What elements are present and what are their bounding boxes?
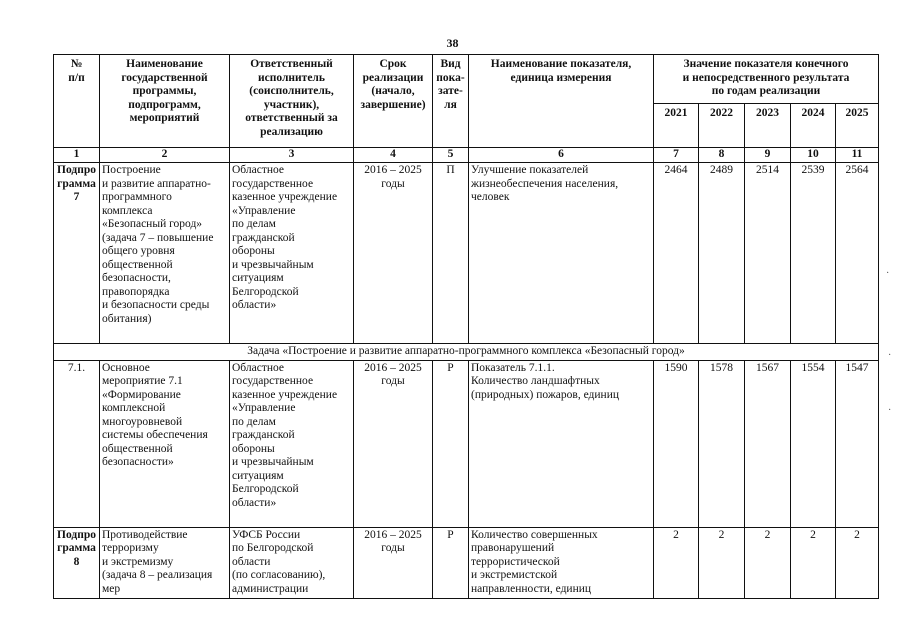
column-number: 2: [100, 148, 230, 163]
row-value: 2514: [745, 163, 791, 344]
column-number: 6: [469, 148, 654, 163]
header-year: 2024: [791, 103, 836, 147]
header-number: № п/п: [54, 55, 100, 148]
row-id: Подпро грамма 8: [54, 527, 100, 598]
row-value: 1567: [745, 360, 791, 527]
row-value: 2564: [836, 163, 879, 344]
page-number: 38: [446, 36, 459, 50]
task-row: [54, 344, 879, 361]
row-id: Подпро грамма 7: [54, 163, 100, 344]
row-executor: УФСБ России по Белгородской области (по согласованию), администрации: [230, 527, 354, 598]
row-period: 2016 – 2025 годы: [354, 163, 433, 344]
row-value: 1554: [791, 360, 836, 527]
table-row: [54, 527, 879, 598]
column-number: 3: [230, 148, 354, 163]
column-number: 9: [745, 148, 791, 163]
row-value: 2: [791, 527, 836, 598]
row-value: 2: [745, 527, 791, 598]
program-table: [53, 54, 879, 599]
row-kind: Р: [433, 527, 469, 598]
row-name: Основное мероприятие 7.1 «Формирование комплексной многоуровневой системы обеспечения общественной безопасности»: [100, 360, 230, 527]
column-number: 8: [699, 148, 745, 163]
column-number: 7: [654, 148, 699, 163]
column-number: 11: [836, 148, 879, 163]
column-number: 5: [433, 148, 469, 163]
row-period: 2016 – 2025 годы: [354, 527, 433, 598]
column-number: 10: [791, 148, 836, 163]
row-value: 1590: [654, 360, 699, 527]
column-numbers-row: [54, 148, 879, 163]
header-indicator: Наименование показателя, единица измерения: [469, 55, 654, 148]
header-year: 2023: [745, 103, 791, 147]
task-text: Задача «Построение и развитие аппаратно-программного комплекса «Безопасный город»: [54, 344, 879, 361]
row-executor: Областное государственное казенное учреждение «Управление по делам гражданской обороны и чрезвычайным ситуациям Белгородской области»: [230, 163, 354, 344]
row-value: 2: [654, 527, 699, 598]
column-number: 4: [354, 148, 433, 163]
row-kind: П: [433, 163, 469, 344]
row-id: 7.1.: [54, 360, 100, 527]
header-year: 2021: [654, 103, 699, 147]
header-row: [54, 55, 879, 104]
scan-mark: ·: [888, 405, 892, 416]
header-kind: Вид пока- зате- ля: [433, 55, 469, 148]
header-year: 2022: [699, 103, 745, 147]
row-indicator: Улучшение показателей жизнеобеспечения населения, человек: [469, 163, 654, 344]
header-executor: Ответственный исполнитель (соисполнитель, участник), ответственный за реализацию: [230, 55, 354, 148]
row-period: 2016 – 2025 годы: [354, 360, 433, 527]
header-values: Значение показателя конечного и непосредственного результата по годам реализации: [654, 55, 879, 104]
row-value: 2489: [699, 163, 745, 344]
scan-mark: ·: [888, 350, 892, 361]
header-name: Наименование государственной программы, подпрограмм, мероприятий: [100, 55, 230, 148]
row-value: 1547: [836, 360, 879, 527]
row-indicator: Количество совершенных правонарушений террористической и экстремистской направленности, единиц: [469, 527, 654, 598]
row-value: 1578: [699, 360, 745, 527]
header-year: 2025: [836, 103, 879, 147]
scan-mark: ·: [886, 268, 890, 279]
row-value: 2: [836, 527, 879, 598]
table-row: [54, 163, 879, 344]
row-kind: Р: [433, 360, 469, 527]
header-period: Срок реализации (начало, завершение): [354, 55, 433, 148]
table-row: [54, 360, 879, 527]
row-executor: Областное государственное казенное учреждение «Управление по делам гражданской обороны и чрезвычайным ситуациям Белгородской области»: [230, 360, 354, 527]
row-value: 2: [699, 527, 745, 598]
row-indicator: Показатель 7.1.1. Количество ландшафтных (природных) пожаров, единиц: [469, 360, 654, 527]
row-name: Противодействие терроризму и экстремизму (задача 8 – реализация мер: [100, 527, 230, 598]
column-number: 1: [54, 148, 100, 163]
row-value: 2464: [654, 163, 699, 344]
row-value: 2539: [791, 163, 836, 344]
row-name: Построение и развитие аппаратно- программного комплекса «Безопасный город» (задача 7 – повышение общего уровня общественной безопасности, правопорядка и безопасности среды обитания): [100, 163, 230, 344]
